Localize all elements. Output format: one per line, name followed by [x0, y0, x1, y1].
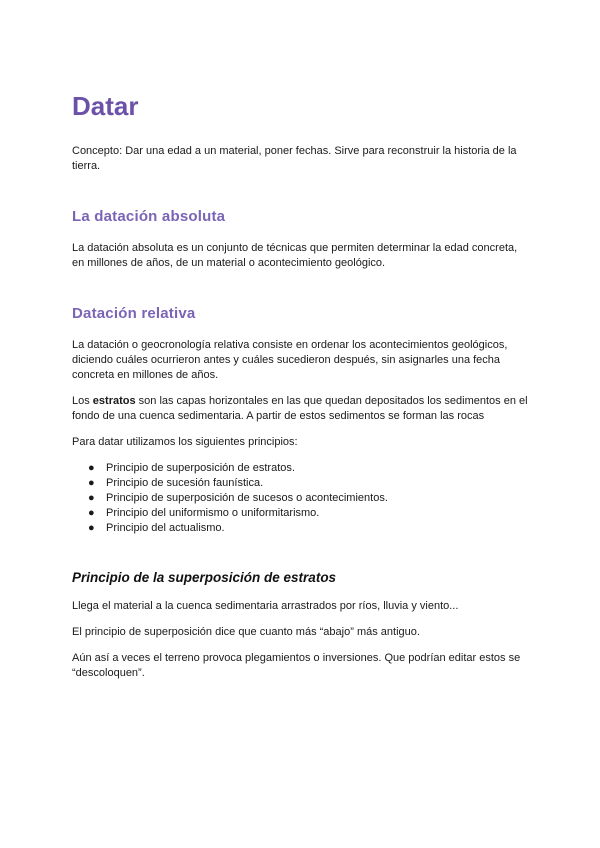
list-item-text: Principio de superposición de estratos.: [106, 462, 295, 474]
list-item-text: Principio de superposición de sucesos o acontecimientos.: [106, 492, 388, 504]
bullet-icon: ●: [88, 507, 95, 519]
relativa-paragraph: La datación o geocronología relativa consiste en ordenar los acontecimientos geológicos, diciendo cuáles ocurrieron antes y cuáles sucedieron después, sin asignarles una fecha concreta en millones de años.: [72, 339, 508, 381]
estratos-paragraph: [72, 394, 528, 424]
estratos-suffix: son las capas horizontales en las que quedan depositados los sedimentos en el fondo de una cuenca sedimentaria. A partir de estos sedimentos se forman las rocas: [72, 395, 528, 422]
bullet-icon: ●: [88, 492, 95, 504]
absoluta-heading: La datación absoluta: [72, 208, 226, 225]
estratos-prefix: Los: [72, 395, 93, 407]
list-item-text: Principio del actualismo.: [106, 522, 225, 534]
list-item-text: Principio del uniformismo o uniformitarismo.: [106, 507, 320, 519]
estratos-term: estratos: [92, 395, 136, 407]
list-item: [88, 506, 528, 521]
page-title: Datar: [72, 91, 139, 121]
bullet-icon: ●: [88, 522, 95, 534]
superposicion-paragraph-2: El principio de superposición dice que cuanto más “abajo” más antiguo.: [72, 626, 420, 638]
principios-intro: Para datar utilizamos los siguientes principios:: [72, 436, 298, 448]
superposicion-heading: Principio de la superposición de estratos: [72, 570, 337, 585]
principios-list: [72, 461, 528, 536]
superposicion-paragraph-1: Llega el material a la cuenca sedimentaria arrastrados por ríos, lluvia y viento...: [72, 600, 459, 612]
bullet-icon: ●: [88, 477, 95, 489]
list-item: [88, 461, 528, 476]
list-item: [88, 491, 528, 506]
bullet-icon: ●: [88, 462, 95, 474]
list-item-text: Principio de sucesión faunística.: [106, 477, 264, 489]
absoluta-paragraph: La datación absoluta es un conjunto de técnicas que permiten determinar la edad concreta, en millones de años, de un material o acontecimiento geológico.: [72, 242, 518, 269]
relativa-heading: Datación relativa: [72, 305, 196, 322]
list-item: [88, 521, 528, 536]
concepto-paragraph: Concepto: Dar una edad a un material, poner fechas. Sirve para reconstruir la historia de la tierra.: [72, 145, 517, 172]
list-item: [88, 476, 528, 491]
superposicion-paragraph-3: Aún así a veces el terreno provoca plegamientos o inversiones. Que podrían editar estos se “descoloquen”.: [72, 652, 521, 679]
